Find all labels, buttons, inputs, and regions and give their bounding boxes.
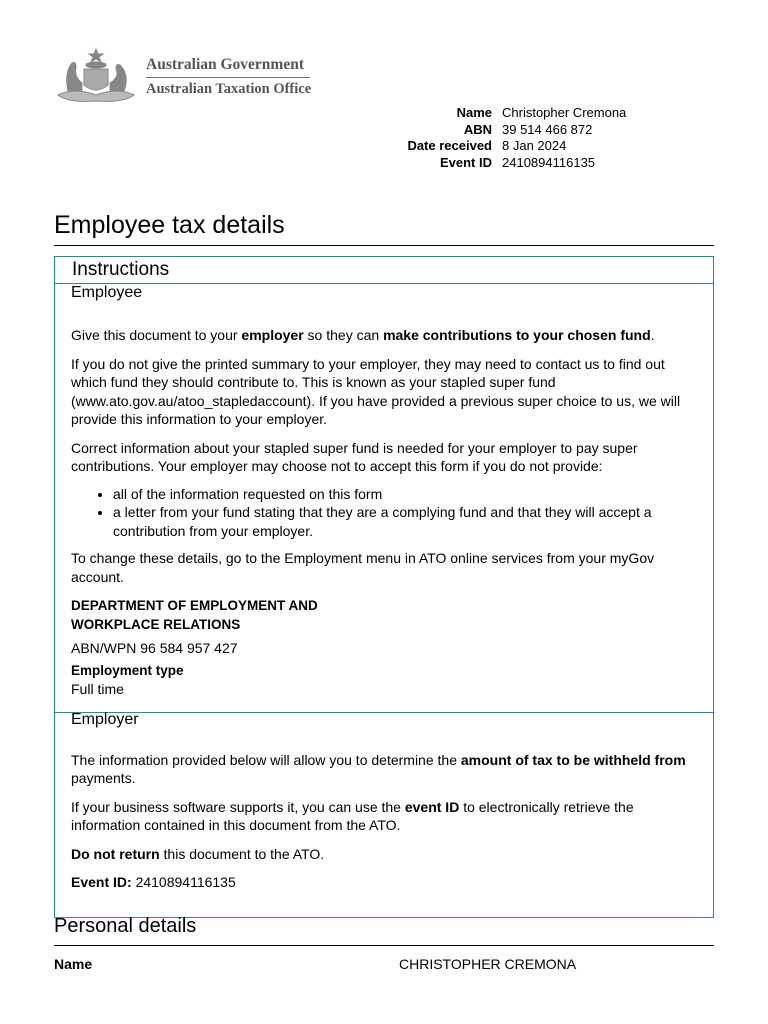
employer-section-title: Employer [71,710,139,728]
personal-details-divider [54,945,714,946]
meta-value: 2410894116135 [502,154,596,170]
meta-row-event-id [400,155,626,172]
employer-event-id: Event ID: 2410894116135 [71,874,236,890]
meta-value: 39 514 466 872 [502,121,593,137]
meta-value: Christopher Cremona [502,105,627,120]
page-title: Employee tax details [54,211,285,239]
instructions-box [54,256,714,918]
government-logo [54,47,316,107]
employee-section [55,284,713,699]
employee-paragraph-4: To change these details, go to the Employment menu in ATO online services from your myGov account. [71,550,655,585]
meta-label: Event ID [439,154,492,170]
personal-name-label: Name [54,956,93,972]
meta-value: 8 Jan 2024 [502,138,567,153]
personal-details-title: Personal details [54,915,197,937]
meta-label: Name [456,105,492,120]
employer-paragraph-3: Do not return this document to the ATO. [71,845,325,862]
government-name: Australian Government [146,56,310,78]
abn-wpn: ABN/WPN 96 584 957 427 [71,640,238,656]
employee-paragraph-1: Give this document to your employer so they can make contributions to your chosen fund. [71,327,655,343]
coat-of-arms-icon [54,47,138,107]
instructions-heading: Instructions [55,257,713,284]
employer-name: DEPARTMENT OF EMPLOYMENT AND WORKPLACE RELATIONS [71,598,318,632]
agency-name: Australian Taxation Office [146,81,312,97]
employee-paragraph-3: Correct information about your stapled super fund is needed for your employer to pay super contributions. Your employer may choose not to accept this form if you do not provide: [71,439,638,474]
employment-type-value: Full time [71,681,124,697]
meta-label: Date received [407,138,492,153]
personal-name-value: CHRISTOPHER CREMONA [399,956,577,972]
employer-paragraph-2: If your business software supports it, you can use the event ID to electronically retrieve the information contained in this document from the ATO. [71,798,634,833]
requirements-list [71,485,697,541]
employee-paragraph-2: If you do not give the printed summary to your employer, they may need to contact us to find out which fund they should contribute to. This is known as your stapled super fund (www.ato.gov.au/atoo_stapledaccount). If you have provided a previous super choice to us, we will provide this information to your employer. [71,355,681,427]
employer-paragraph-1: The information provided below will allow you to determine the amount of tax to be withheld from payments. [71,751,686,786]
meta-label: ABN [463,121,492,137]
employee-section-title: Employee [71,284,143,301]
meta-row-name [400,105,626,122]
list-item: • a letter from your fund stating that they are a complying fund and that they will accept a contribution from your employer. [113,503,697,540]
list-item: • all of the information requested on this form [113,485,697,504]
meta-row-date [400,138,626,155]
document-meta [400,105,626,171]
meta-row-abn [400,122,626,139]
employer-section [55,711,713,892]
title-divider [54,245,714,246]
employment-type-label: Employment type [71,662,184,678]
